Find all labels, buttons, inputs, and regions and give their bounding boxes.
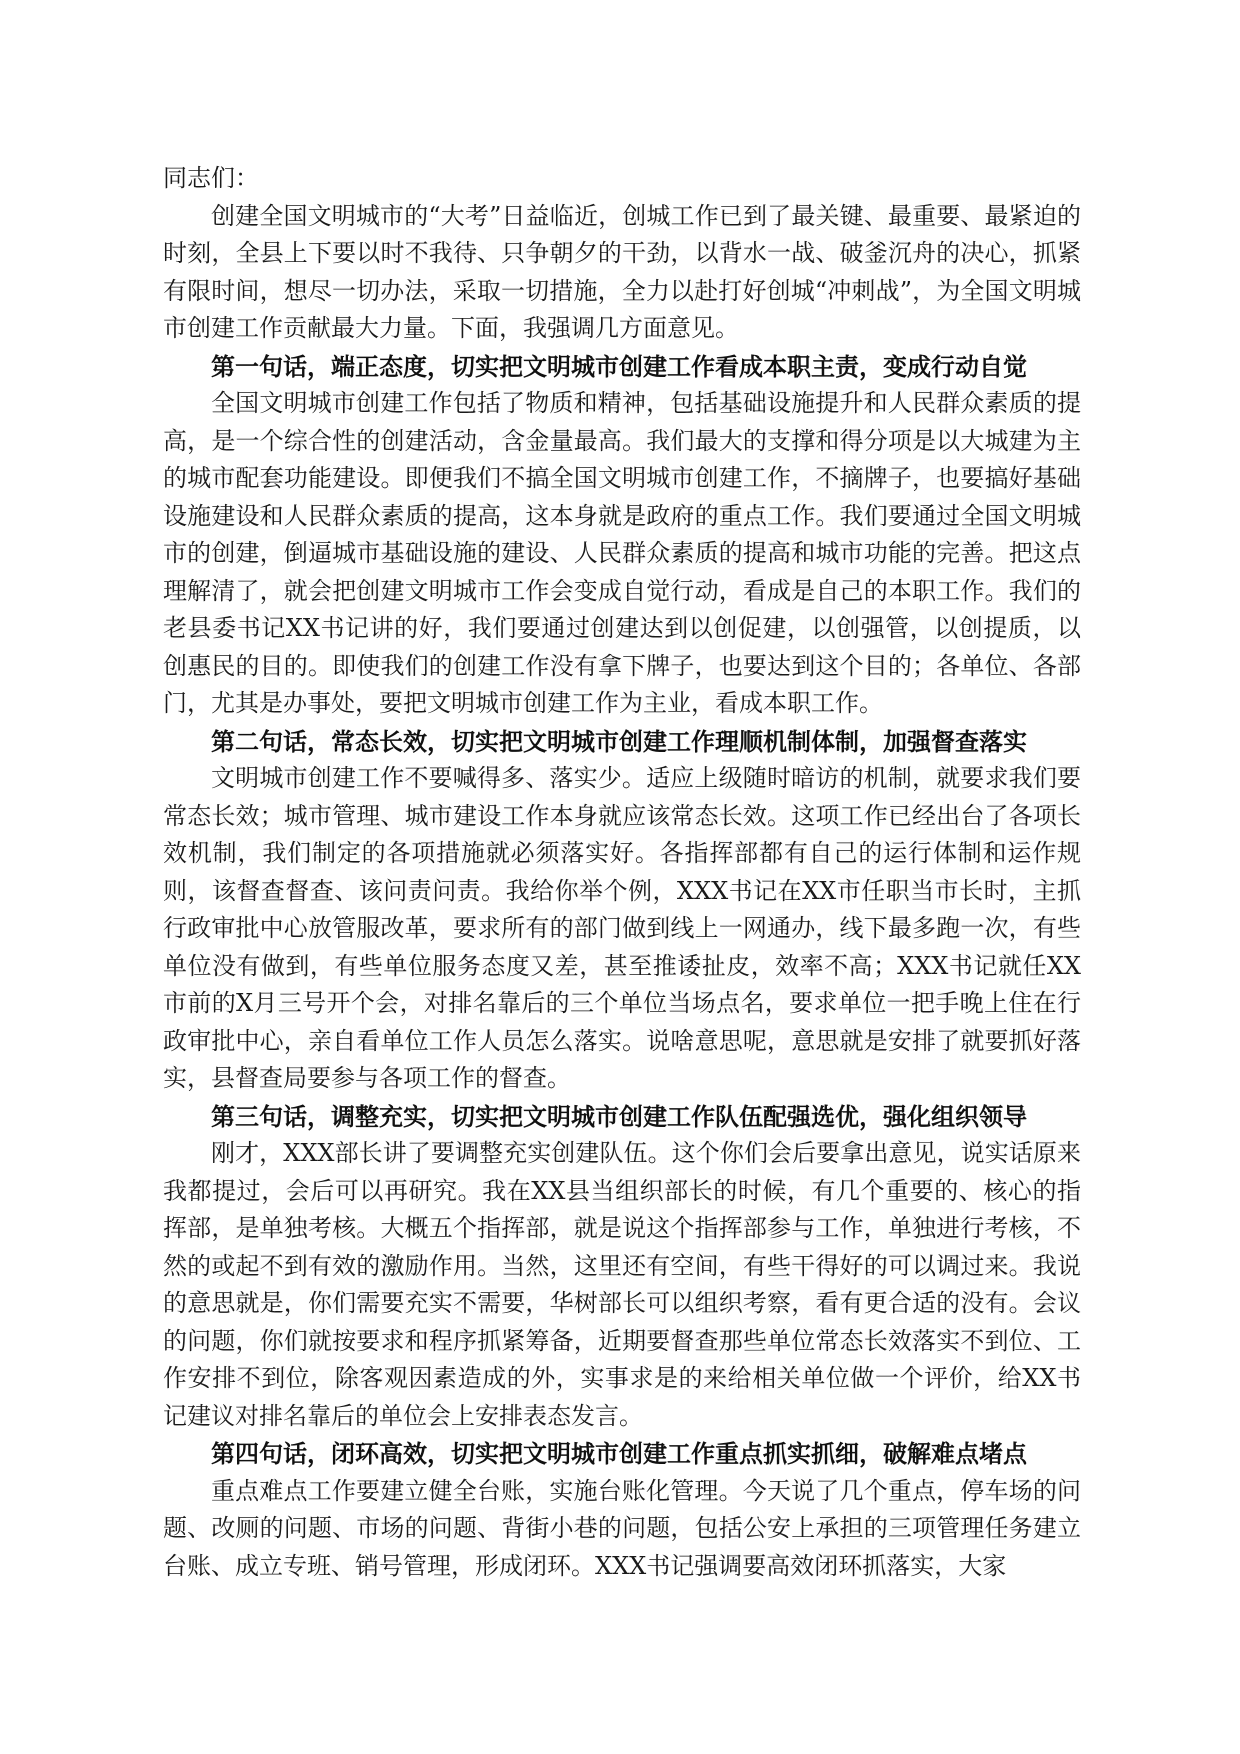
section-3-body: 刚才，XXX部长讲了要调整充实创建队伍。这个你们会后要拿出意见，说实话原来我都提过，会后可以再研究。我在XX县当组织部长的时候，有几个重要的、核心的指挥部，是单独考核。大概五个指挥部，就是说这个指挥部参与工作，单独进行考核，不然的或起不到有效的激励作用。当然，这里还有空间，有些干得好的可以调过来。我说的意思就是，你们需要充实不需要，华树部长可以组织考察，看有更合适的没有。会议的问题，你们就按要求和程序抓紧筹备，近期要督查那些单位常态长效落实不到位、工作安排不到位，除客观因素造成的外，实事求是的来给相关单位做一个评价，给XX书记建议对排名靠后的单位会上安排表态发言。 xyxy=(163,1139,1081,1430)
section-3-heading: 第三句话，调整充实，切实把文明城市创建工作队伍配强选优，强化组织领导 xyxy=(211,1101,1027,1131)
section-4-body: 重点难点工作要建立健全台账，实施台账化管理。今天说了几个重点，停车场的问题、改厕的问题、市场的问题、背街小巷的问题，包括公安上承担的三项管理任务建立台账、成立专班、销号管理，形成闭环。XXX书记强调要高效闭环抓落实，大家 xyxy=(163,1476,1081,1580)
section-2-body: 文明城市创建工作不要喊得多、落实少。适应上级随时暗访的机制，就要求我们要常态长效；城市管理、城市建设工作本身就应该常态长效。这项工作已经出台了各项长效机制，我们制定的各项措施就必须落实好。各指挥部都有自己的运行体制和运作规则，该督查督查、该问责问责。我给你举个例，XXX书记在XX市任职当市长时，主抓行政审批中心放管服改革，要求所有的部门做到线上一网通办，线下最多跑一次，有些单位没有做到，有些单位服务态度又差，甚至推诿扯皮，效率不高；XXX书记就任XX市前的X月三号开个会，对排名靠后的三个单位当场点名，要求单位一把手晚上住在行政审批中心，亲自看单位工作人员怎么落实。说啥意思呢，意思就是安排了就要抓好落实，县督查局要参与各项工作的督查。 xyxy=(163,764,1081,1092)
salutation: 同志们： xyxy=(163,164,259,192)
section-1-heading: 第一句话，端正态度，切实把文明城市创建工作看成本职主责，变成行动自觉 xyxy=(211,351,1027,381)
intro-paragraph: 创建全国文明城市的“大考”日益临近，创城工作已到了最关键、最重要、最紧迫的时刻，全县上下要以时不我待、只争朝夕的干劲，以背水一战、破釜沉舟的决心，抓紧有限时间，想尽一切办法，采取一切措施，全力以赴打好创城“冲刺战”，为全国文明城市创建工作贡献最大力量。下面，我强调几方面意见。 xyxy=(163,201,1081,342)
section-1-body: 全国文明城市创建工作包括了物质和精神，包括基础设施提升和人民群众素质的提高，是一个综合性的创建活动，含金量最高。我们最大的支撑和得分项是以大城建为主的城市配套功能建设。即便我们不搞全国文明城市创建工作，不摘牌子，也要搞好基础设施建设和人民群众素质的提高，这本身就是政府的重点工作。我们要通过全国文明城市的创建，倒逼城市基础设施的建设、人民群众素质的提高和城市功能的完善。把这点理解清了，就会把创建文明城市工作会变成自觉行动，看成是自己的本职工作。我们的老县委书记XX书记讲的好，我们要通过创建达到以创促建，以创强管，以创提质，以创惠民的目的。即使我们的创建工作没有拿下牌子，也要达到这个目的；各单位、各部门，尤其是办事处，要把文明城市创建工作为主业，看成本职工作。 xyxy=(163,389,1081,717)
section-4-heading: 第四句话，闭环高效，切实把文明城市创建工作重点抓实抓细，破解难点堵点 xyxy=(211,1439,1027,1468)
section-2-heading: 第二句话，常态长效，切实把文明城市创建工作理顺机制体制，加强督查落实 xyxy=(211,726,1027,756)
document-page xyxy=(163,160,1081,1585)
